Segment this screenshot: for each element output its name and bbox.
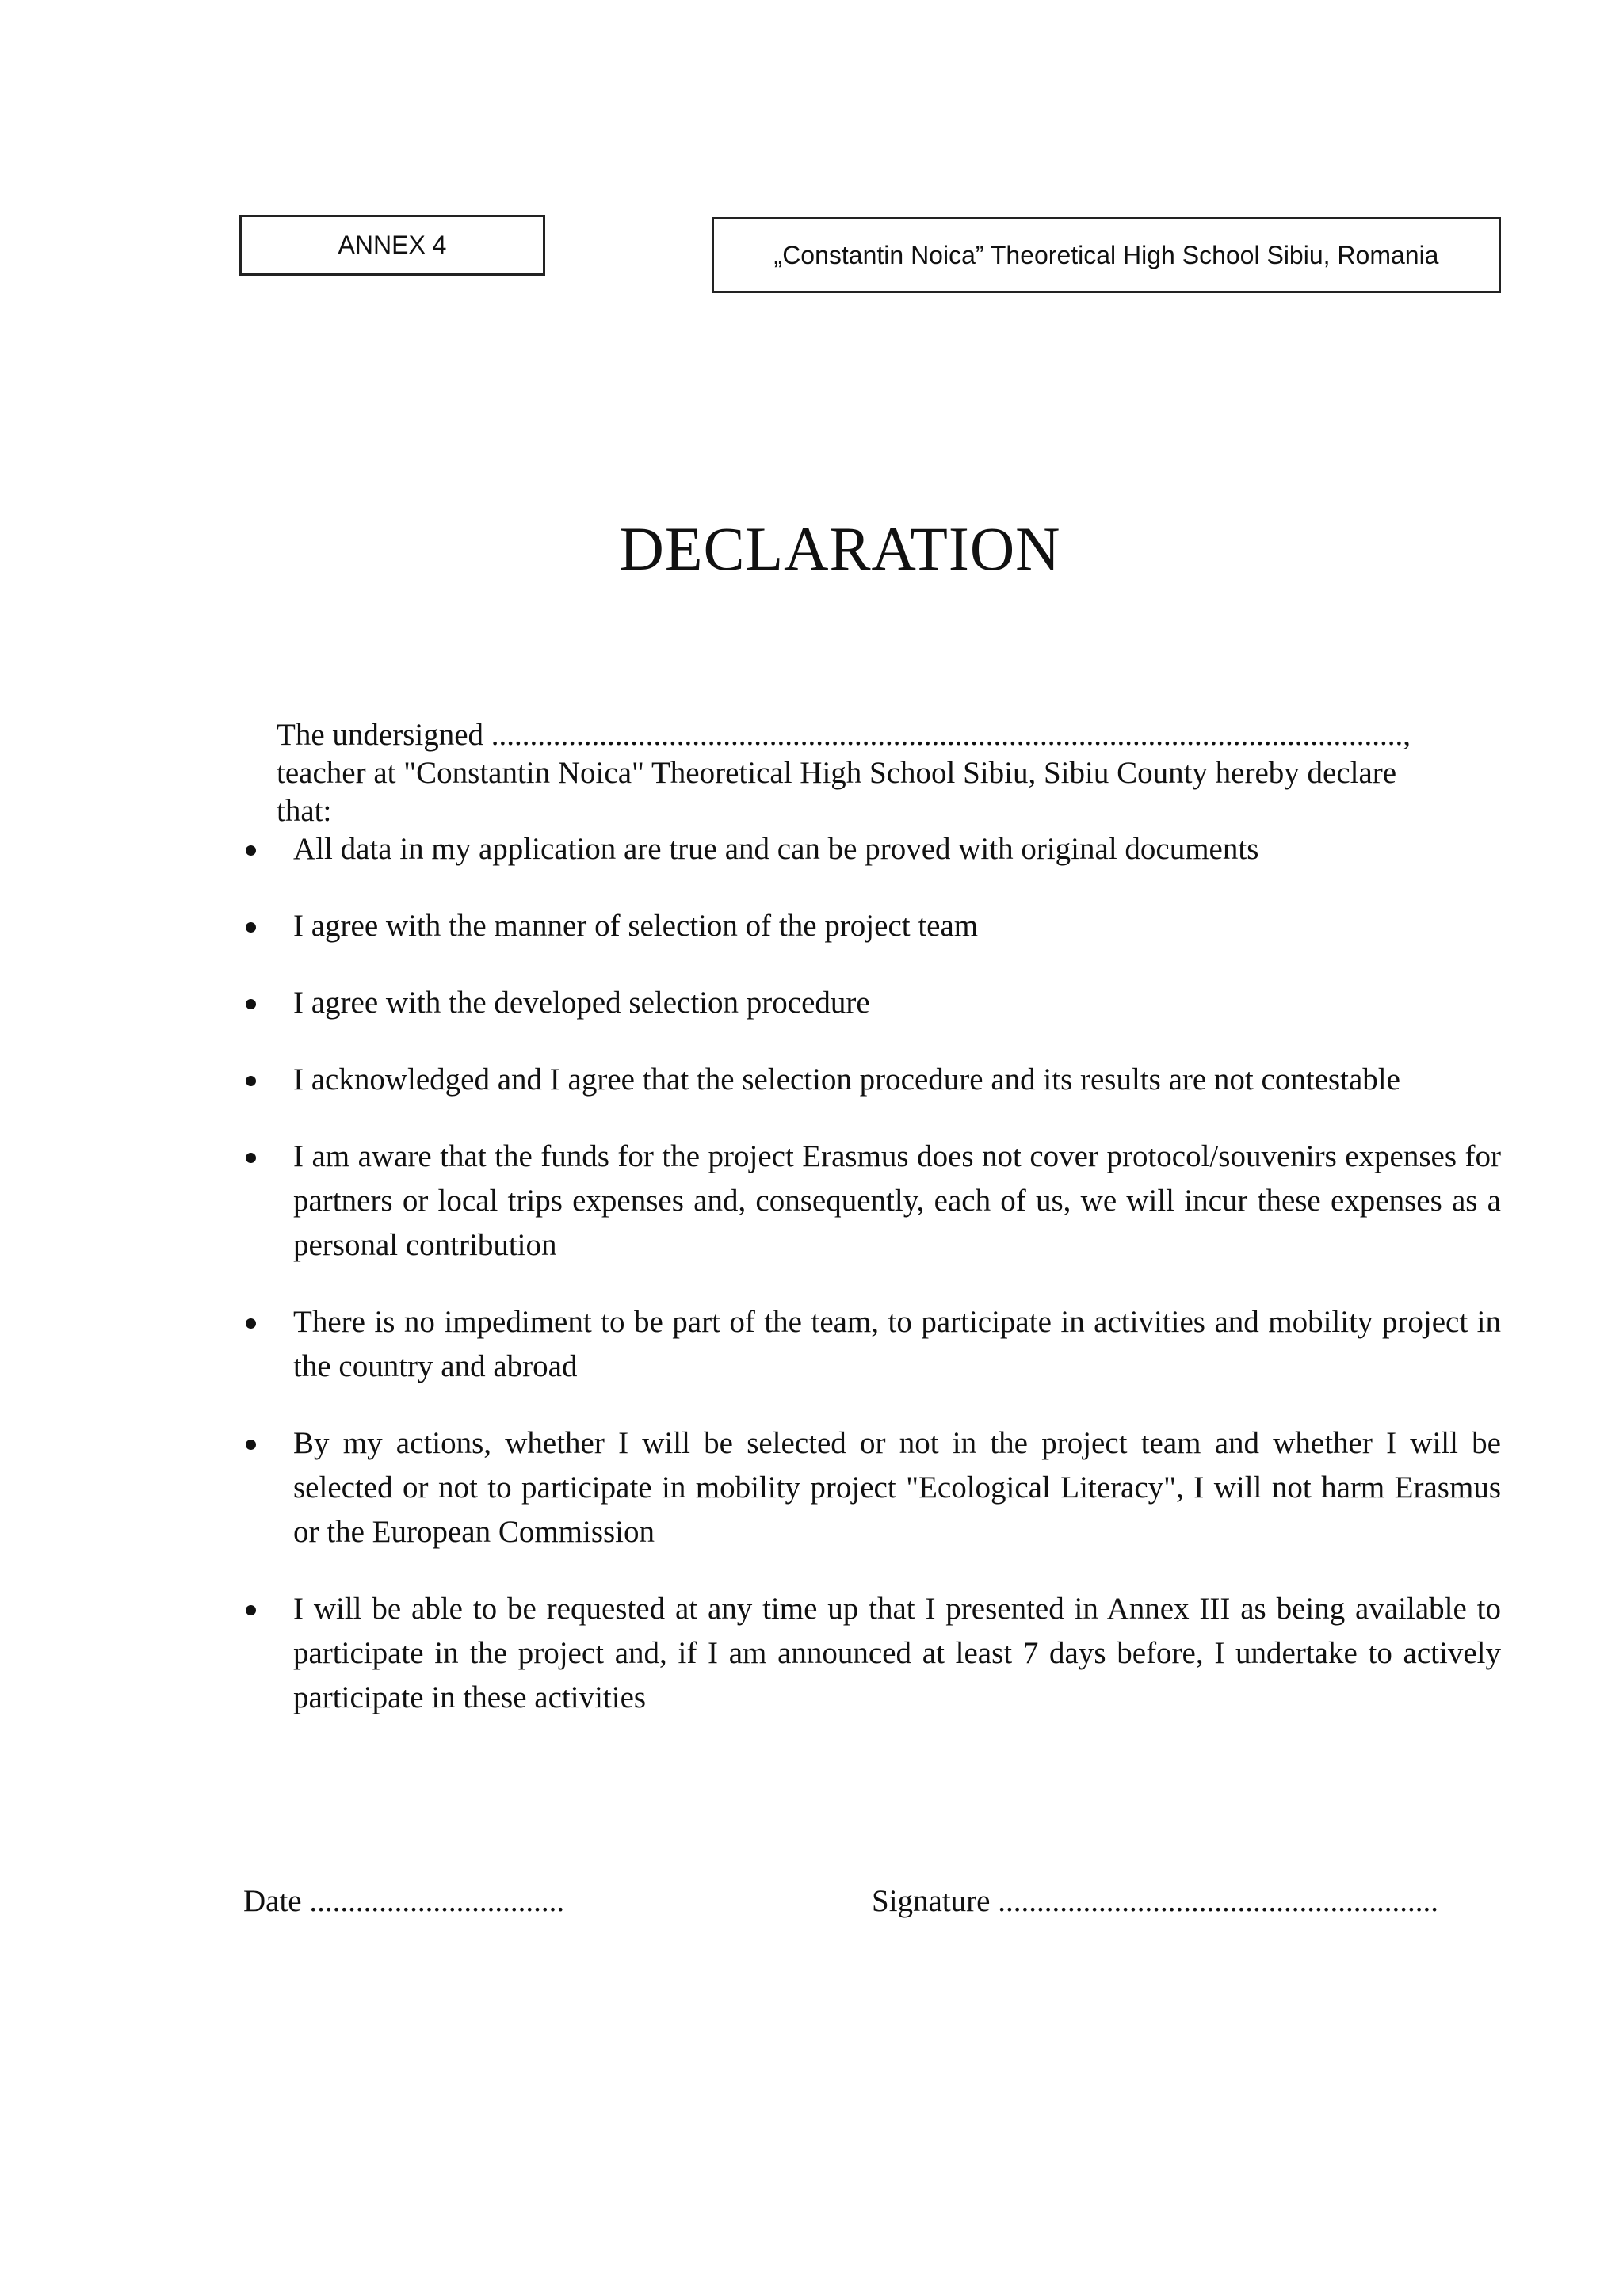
bullet-dot-icon	[246, 1153, 256, 1163]
date-field-line: Date .................................	[243, 1884, 565, 1918]
bullet-text: By my actions, whether I will be selected or not in the project team and whether I will be selected or not to participate in mobility project "Ecological Literacy", I will not harm Erasmus or the European Commission	[293, 1426, 1501, 1549]
bullet-dot-icon	[246, 999, 256, 1009]
bullet-item	[242, 1421, 1501, 1554]
bullet-text: I will be able to be requested at any time up that I presented in Annex III as being available to participate in the project and, if I am announced at least 7 days before, I undertake to actively participate in these activities	[293, 1592, 1501, 1714]
bullet-text: There is no impediment to be part of the team, to participate in activities and mobility project in the country and abroad	[293, 1305, 1501, 1383]
bullet-item	[242, 904, 1501, 948]
bullet-item	[242, 1058, 1501, 1102]
bullet-dot-icon	[246, 1440, 256, 1450]
signature-field-line: Signature .........................................................	[872, 1884, 1438, 1918]
school-name-box	[712, 217, 1501, 293]
bullet-dot-icon	[246, 1318, 256, 1329]
bullet-text: I acknowledged and I agree that the selection procedure and its results are not contestable	[293, 1062, 1400, 1097]
intro-line-role: teacher at "Constantin Noica" Theoretical High School Sibiu, Sibiu County hereby declare	[277, 756, 1397, 790]
bullet-dot-icon	[246, 922, 256, 933]
bullet-item	[242, 1587, 1501, 1720]
bullet-text: I am aware that the funds for the project Erasmus does not cover protocol/souvenirs expenses for partners or local trips expenses and, consequently, each of us, we will incur these expenses as a personal contribution	[293, 1139, 1501, 1262]
bullet-item	[242, 827, 1501, 871]
bullet-item	[242, 1300, 1501, 1389]
intro-line-that: that:	[277, 794, 332, 828]
bullet-text: All data in my application are true and can be proved with original documents	[293, 832, 1259, 866]
annex-label-box	[239, 215, 545, 276]
bullet-item	[242, 1135, 1501, 1268]
bullet-dot-icon	[246, 845, 256, 856]
bullet-item	[242, 981, 1501, 1025]
declaration-bullet-list	[242, 827, 1501, 1720]
school-name: „Constantin Noica” Theoretical High School Sibiu, Romania	[773, 240, 1439, 269]
intro-line-name: The undersigned ......................................................................................................................,	[277, 718, 1411, 752]
bullet-dot-icon	[246, 1605, 256, 1615]
declaration-intro	[277, 716, 1501, 830]
document-title: DECLARATION	[619, 514, 1061, 583]
bullet-text: I agree with the developed selection procedure	[293, 986, 870, 1020]
bullet-dot-icon	[246, 1076, 256, 1086]
annex-label: ANNEX 4	[338, 231, 447, 259]
bullet-text: I agree with the manner of selection of the project team	[293, 909, 979, 943]
